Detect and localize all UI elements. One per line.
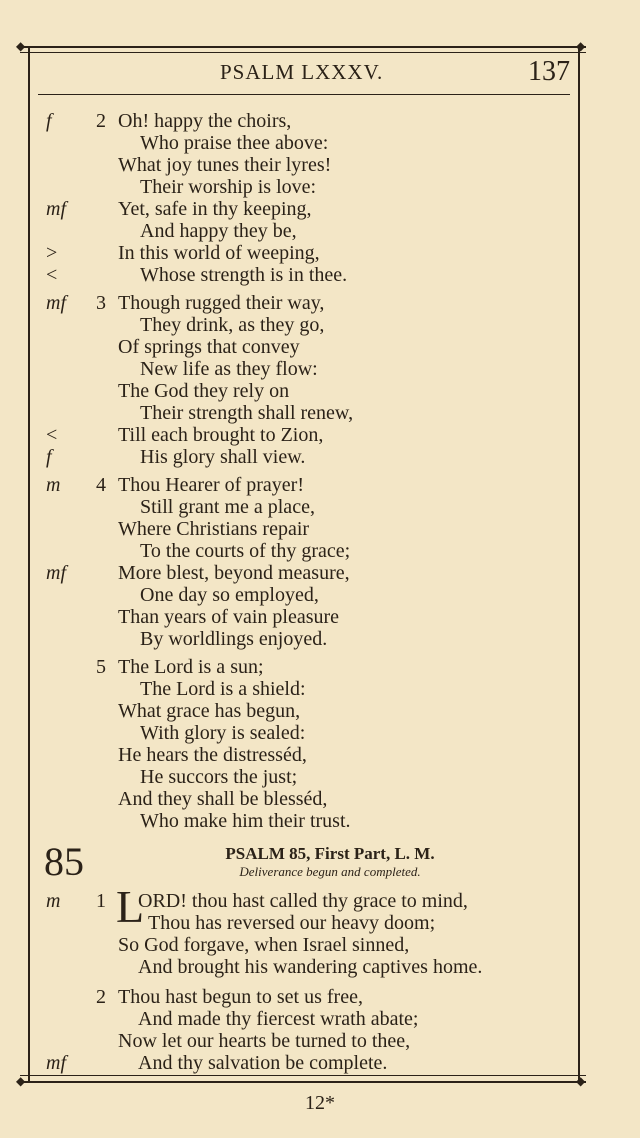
dynamic-marking: m: [46, 890, 61, 912]
corner-ornament-bottom-left: ◆: [16, 1074, 26, 1088]
verse-line: And made thy fiercest wrath abate;: [138, 1008, 419, 1030]
dynamic-marking: <: [46, 424, 58, 446]
verse-line: And happy they be,: [140, 220, 297, 242]
verse-line: Whose strength is in thee.: [140, 264, 348, 286]
verse-line: Yet, safe in thy keeping,: [118, 198, 312, 220]
verse-line: With glory is sealed:: [140, 722, 306, 744]
verse-line: Than years of vain pleasure: [118, 606, 340, 628]
verse-line: Oh! happy the choirs,: [118, 110, 292, 132]
dynamic-marking: f: [46, 446, 52, 468]
verse-line: So God forgave, when Israel sinned,: [118, 934, 410, 956]
verse-line: And thy salvation be complete.: [138, 1052, 388, 1074]
dynamic-marking: mf: [46, 292, 66, 314]
verse-line: The Lord is a shield:: [140, 678, 306, 700]
stanza-number: 5: [96, 656, 106, 678]
hymn-subtitle: Deliverance begun and completed.: [239, 864, 421, 879]
verse-line: Thou has reversed our heavy doom;: [148, 912, 436, 934]
dynamic-marking: >: [46, 242, 58, 264]
verse-line: The Lord is a sun;: [118, 656, 264, 678]
verse-line: By worldlings enjoyed.: [140, 628, 328, 650]
verse-line: Though rugged their way,: [118, 292, 325, 314]
bottom-border: [20, 1081, 586, 1083]
verse-line: Till each brought to Zion,: [118, 424, 324, 446]
verse-line: To the courts of thy grace;: [140, 540, 351, 562]
stanza-number: 2: [96, 110, 106, 132]
verse-line: What joy tunes their lyres!: [118, 154, 332, 176]
verse-line: Now let our hearts be turned to thee,: [118, 1030, 411, 1052]
header-rule: [38, 94, 570, 95]
stanza-number: 2: [96, 986, 106, 1008]
verse-line: Still grant me a place,: [140, 496, 315, 518]
stanza-number: 1: [96, 890, 106, 912]
dynamic-marking: mf: [46, 562, 66, 584]
drop-cap: L: [116, 881, 145, 932]
stanza-number: 4: [96, 474, 106, 496]
left-border: [28, 46, 30, 1083]
hymn-title: PSALM 85, First Part, L. M.: [225, 844, 435, 863]
verse-line: He succors the just;: [140, 766, 298, 788]
verse-line: Thou Hearer of prayer!: [118, 474, 305, 496]
verse-line: ORD! thou hast called thy grace to mind,: [138, 890, 468, 912]
top-border: [20, 46, 586, 48]
verse-line: One day so employed,: [140, 584, 319, 606]
verse-line: The God they rely on: [118, 380, 290, 402]
verse-line: Who praise thee above:: [140, 132, 329, 154]
dynamic-marking: m: [46, 474, 61, 496]
corner-ornament-bottom-right: ◆: [576, 1074, 586, 1088]
verse-line: Who make him their trust.: [140, 810, 351, 832]
verse-line: Thou hast begun to set us free,: [118, 986, 363, 1008]
dynamic-marking: mf: [46, 1052, 66, 1074]
verse-line: Their strength shall renew,: [140, 402, 354, 424]
signature-mark: 12*: [305, 1092, 335, 1114]
page-number: 137: [528, 56, 570, 87]
verse-line: They drink, as they go,: [140, 314, 325, 336]
stanza-number: 3: [96, 292, 106, 314]
dynamic-marking: f: [46, 110, 52, 132]
verse-line: More blest, beyond measure,: [118, 562, 350, 584]
verse-line: Of springs that convey: [118, 336, 300, 358]
right-border: [578, 46, 580, 1083]
verse-line: His glory shall view.: [140, 446, 306, 468]
verse-line: Their worship is love:: [140, 176, 317, 198]
top-border-inner: [20, 52, 586, 53]
verse-line: He hears the distresséd,: [118, 744, 307, 766]
verse-line: And brought his wandering captives home.: [138, 956, 483, 978]
verse-line: New life as they flow:: [140, 358, 318, 380]
running-title: PSALM LXXXV.: [220, 60, 384, 84]
dynamic-marking: mf: [46, 198, 66, 220]
verse-line: And they shall be blesséd,: [118, 788, 328, 810]
dynamic-marking: <: [46, 264, 58, 286]
verse-line: In this world of weeping,: [118, 242, 320, 264]
verse-line: Where Christians repair: [118, 518, 310, 540]
corner-ornament-top-right: ◆: [576, 39, 586, 53]
verse-line: What grace has begun,: [118, 700, 301, 722]
page-header: [30, 56, 570, 94]
hymn-number: 85: [44, 839, 84, 884]
bottom-border-inner: [20, 1075, 586, 1076]
corner-ornament-top-left: ◆: [16, 39, 26, 53]
